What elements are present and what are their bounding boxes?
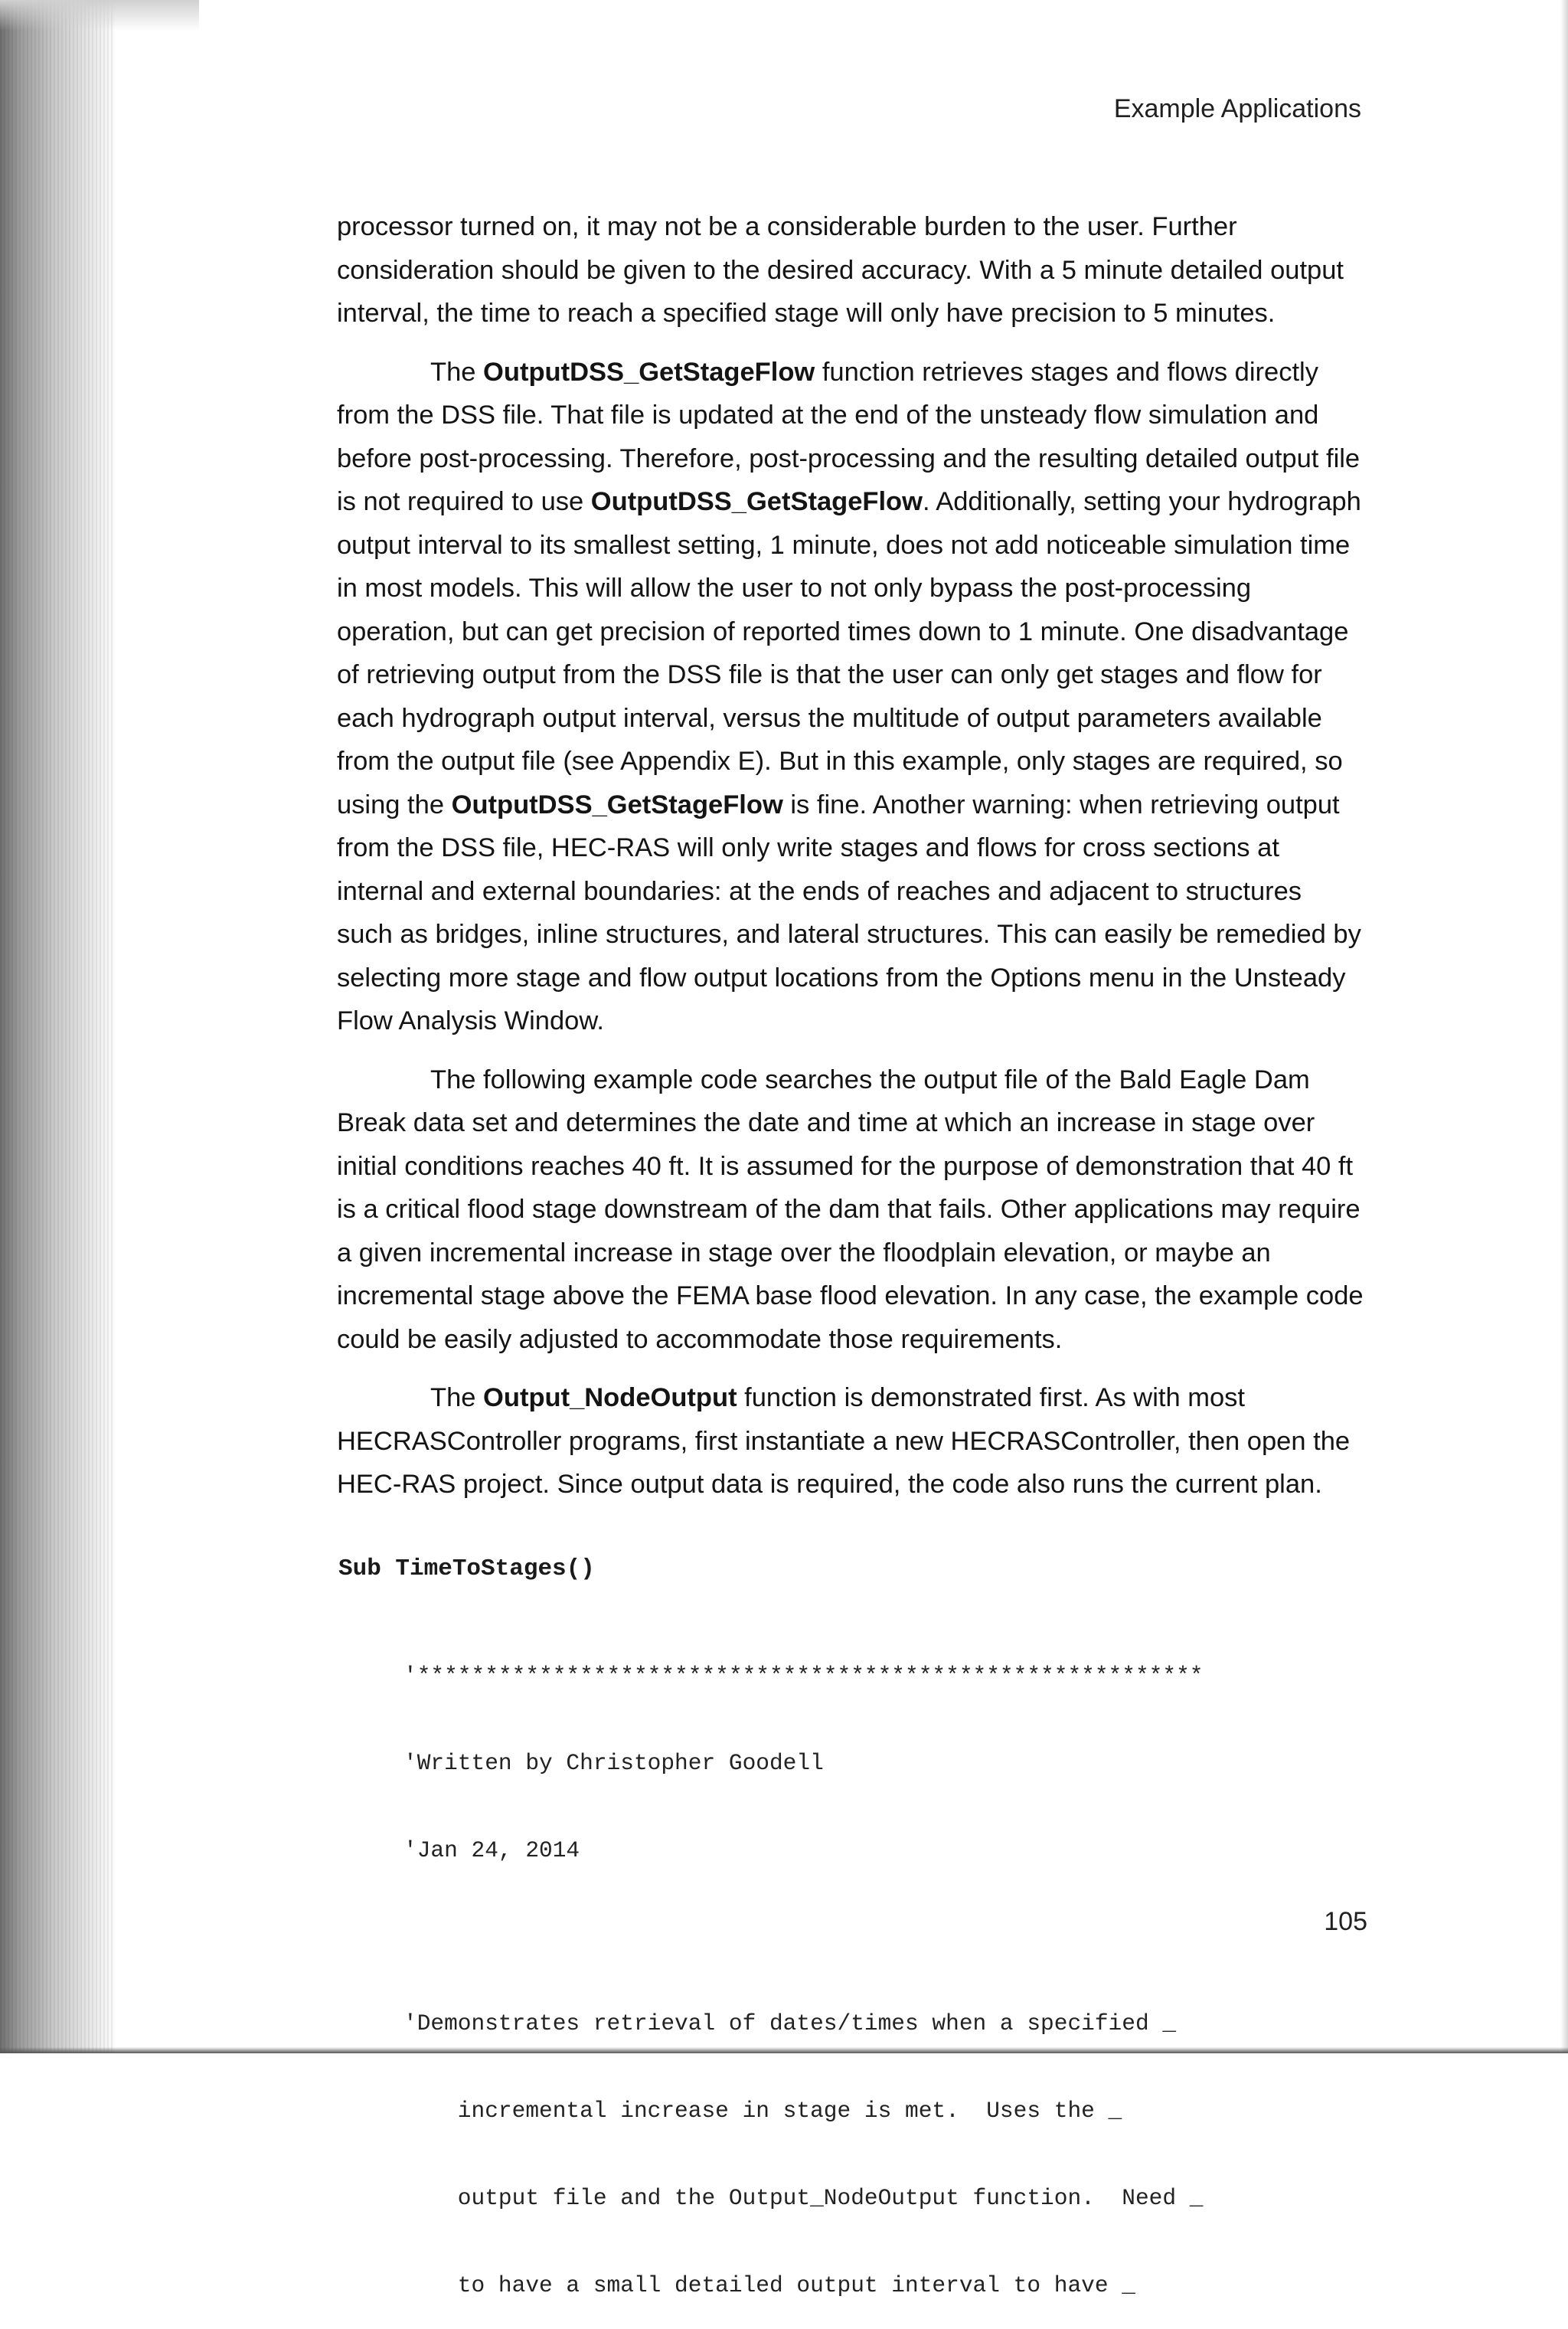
page-number: 105 xyxy=(1324,1907,1367,1936)
function-name-outputdss-getstageflow: OutputDSS_GetStageFlow xyxy=(483,357,815,387)
right-page-edge xyxy=(1560,0,1568,2053)
paragraph-2 xyxy=(337,351,1364,1043)
paragraph-3 xyxy=(337,1058,1364,1362)
paragraph-3-text: The following example code searches the output file of the Bald Eagle Dam Break data set and determines the date and time at which an increase in stage over initial conditions reaches 40 ft. It is assumed for the purpose of demonstration that 40 ft is a critical flood stage downstream of the dam that fails. Other applications may require a given incremental increase in stage over the floodplain elevation, or maybe an incremental stage above the FEMA base flood elevation. In any case, the example code could be easily adjusted to accommodate those requirements. xyxy=(337,1065,1364,1354)
running-header: Example Applications xyxy=(1113,94,1361,123)
paragraph-2-text-2: function retrieves stages and flows directly from the DSS file. That file is updated at the end of the unsteady flow simulation and before post-processing. Therefore, post-processing and the resulting detailed output file is not required to use xyxy=(337,357,1361,516)
top-page-shadow xyxy=(0,0,199,31)
paragraph-1-text: processor turned on, it may not be a considerable burden to the user. Further consideration should be given to the desired accuracy. With a 5 minute detailed output interval, the time to reach a specified stage will only have precision to 5 minutes. xyxy=(337,212,1344,328)
paragraph-4-text-1: The xyxy=(430,1383,484,1412)
code-blank-line xyxy=(403,1923,1203,1951)
code-comment-description-1: 'Demonstrates retrieval of dates/times when a specified _ xyxy=(403,2010,1177,2036)
code-comment-description-3: output file and the Output_NodeOutput function. Need _ xyxy=(403,2185,1204,2211)
code-comment-description-2: incremental increase in stage is met. Uses the _ xyxy=(403,2098,1122,2124)
function-name-output-nodeoutput: Output_NodeOutput xyxy=(483,1383,737,1412)
function-name-outputdss-getstageflow-3: OutputDSS_GetStageFlow xyxy=(451,790,783,819)
code-comment-divider: '********************************************************** xyxy=(403,1663,1204,1689)
code-comment-author: 'Written by Christopher Goodell xyxy=(403,1750,824,1776)
code-listing xyxy=(403,1603,1203,2329)
paragraph-1 xyxy=(337,205,1364,335)
code-comment-description-4: to have a small detailed output interval to have _ xyxy=(403,2272,1135,2298)
paragraph-4-text-2: function is demonstrated first. As with most HECRASController programs, first instantiate a new HECRASController, then open the HEC-RAS project. Since output data is required, the code also runs the current plan. xyxy=(337,1383,1351,1499)
function-name-outputdss-getstageflow-2: OutputDSS_GetStageFlow xyxy=(590,487,923,516)
paragraph-2-text-4: is fine. Another warning: when retrieving output from the DSS file, HEC-RAS will only write stages and flows for cross sections at internal and external boundaries: at the ends of reaches and adjacent to structures such as bridges, inline structures, and lateral structures. This can easily be remedied by selecting more stage and flow output locations from the Options menu in the Unsteady Flow Analysis Window. xyxy=(337,790,1361,1035)
paragraph-2-text-3: . Additionally, setting your hydrograph output interval to its smallest setting, 1 minute, does not add noticeable simulation time in most models. This will allow the user to not only bypass the post-processing operation, but can get precision of reported times down to 1 minute. One disadvantage of retrieving output from the DSS file is that the user can only get stages and flow for each hydrograph output interval, versus the multitude of output parameters available from the output file (see Appendix E). But in this example, only stages are required, so using the xyxy=(337,487,1361,819)
paragraph-2-text-1: The xyxy=(430,357,484,387)
book-spine-shadow xyxy=(0,0,115,2053)
code-comment-date: 'Jan 24, 2014 xyxy=(403,1837,580,1863)
paragraph-4 xyxy=(337,1376,1364,1506)
page-body xyxy=(337,205,1364,1522)
code-sub-declaration: Sub TimeToStages() xyxy=(338,1555,595,1582)
